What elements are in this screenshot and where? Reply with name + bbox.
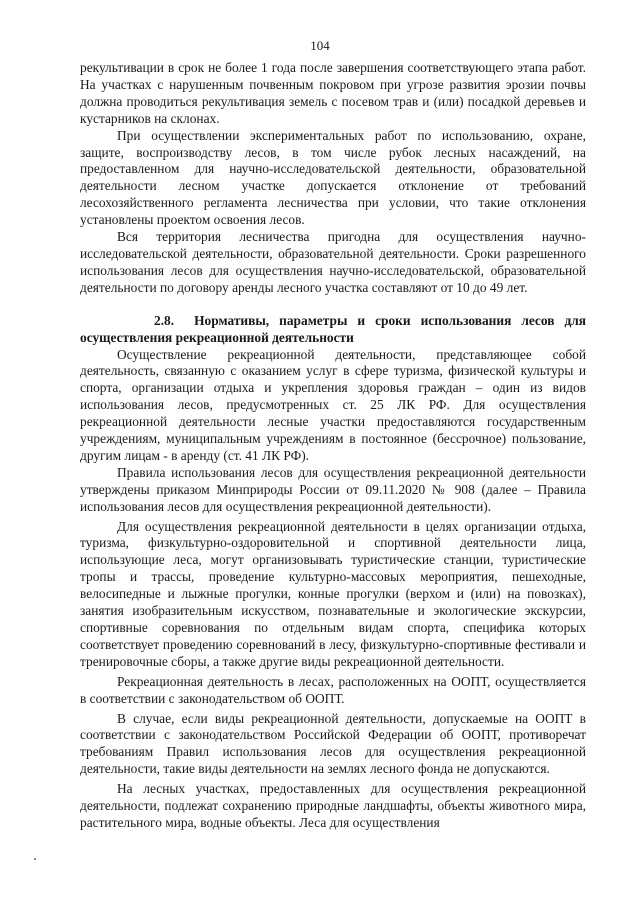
page-number: 104 xyxy=(310,38,330,53)
section-number: 2.8. xyxy=(154,312,175,328)
paragraph: Вся территория лесничества пригодна для осуществления научно-исследовательской деятельности, образовательной деятельности. Сроки разрешенного использования лесов для осуществления научно-исследовательской, образовательной деятельности по договору аренды лесного участка составляют от 10 до 49 лет. xyxy=(80,229,586,295)
paragraph: Рекреационная деятельность в лесах, расположенных на ООПТ, осуществляется в соответствии с законодательством об ООПТ. xyxy=(80,673,586,706)
paragraph: В случае, если виды рекреационной деятельности, допускаемые на ООПТ в соответствии с законодательством Российской Федерации об ООПТ, противоречат требованиям Правил использования лесов для осуществления рекреационной деятельности, такие виды деятельности на землях лесного фонда не допускаются. xyxy=(80,710,586,777)
paragraph: рекультивации в срок не более 1 года после завершения соответствующего этапа работ. На участках с нарушенным почвенным покровом при угрозе развития эрозии почвы должна проводиться рекультивация земель с посевом трав и (или) посадкой деревьев и кустарников на склонах. xyxy=(80,60,586,126)
paragraph: Правила использования лесов для осуществления рекреационной деятельности утверждены приказом Минприроды России от 09.11.2020 № 908 (далее – Правила использования лесов для осуществления рекреационной деятельности). xyxy=(80,464,586,514)
section-title: Нормативы, параметры и сроки использования лесов для осуществления рекреационной деятельности xyxy=(80,312,586,345)
paragraph: Осуществление рекреационной деятельности, представляющее собой деятельность, связанную с оказанием услуг в сфере туризма, физической культуры и спорта, организации отдыха и укрепления здоровья граждан – один из видов использования лесов, предусмотренных ст. 25 ЛК РФ. Для осуществления рекреационной деятельности лесные участки предоставляются государственным учреждениям, муниципальным учреждениям в постоянное (бессрочное) пользование, другим лицам - в аренду (ст. 41 ЛК РФ). xyxy=(80,346,586,463)
document-body xyxy=(80,60,586,832)
paragraph: На лесных участках, предоставленных для осуществления рекреационной деятельности, подлежат сохранению природные ландшафты, объекты животного мира, растительного мира, водные объекты. Леса для осуществления xyxy=(80,781,586,830)
section-heading xyxy=(80,313,586,347)
paragraph: Для осуществления рекреационной деятельности в целях организации отдыха, туризма, физкультурно-оздоровительной и спортивной деятельности лица, использующие леса, могут организовывать туристические станции, туристические тропы и трассы, проведение культурно-массовых мероприятия, пешеходные, велосипедные и лыжные прогулки, конные прогулки (верхом и (или) на повозках), занятия изобразительным искусством, познавательные и экологические экскурсии, спортивные соревнования по отдельным видам спорта, специфика которых соответствует проведению соревнований в лесу, физкультурно-спортивные фестивали и тренировочные сборы, а также другие виды рекреационной деятельности. xyxy=(80,518,586,669)
paragraph: При осуществлении экспериментальных работ по использованию, охране, защите, воспроизводству лесов, в том числе рубок лесных насаждений, на предоставленном для научно-исследовательской деятельности, образовательной деятельности лесном участке допускается отклонение от требований лесохозяйственного регламента лесничества при условии, что такие отклонения установлены проектом освоения лесов. xyxy=(80,127,586,228)
scan-speck xyxy=(34,858,36,860)
